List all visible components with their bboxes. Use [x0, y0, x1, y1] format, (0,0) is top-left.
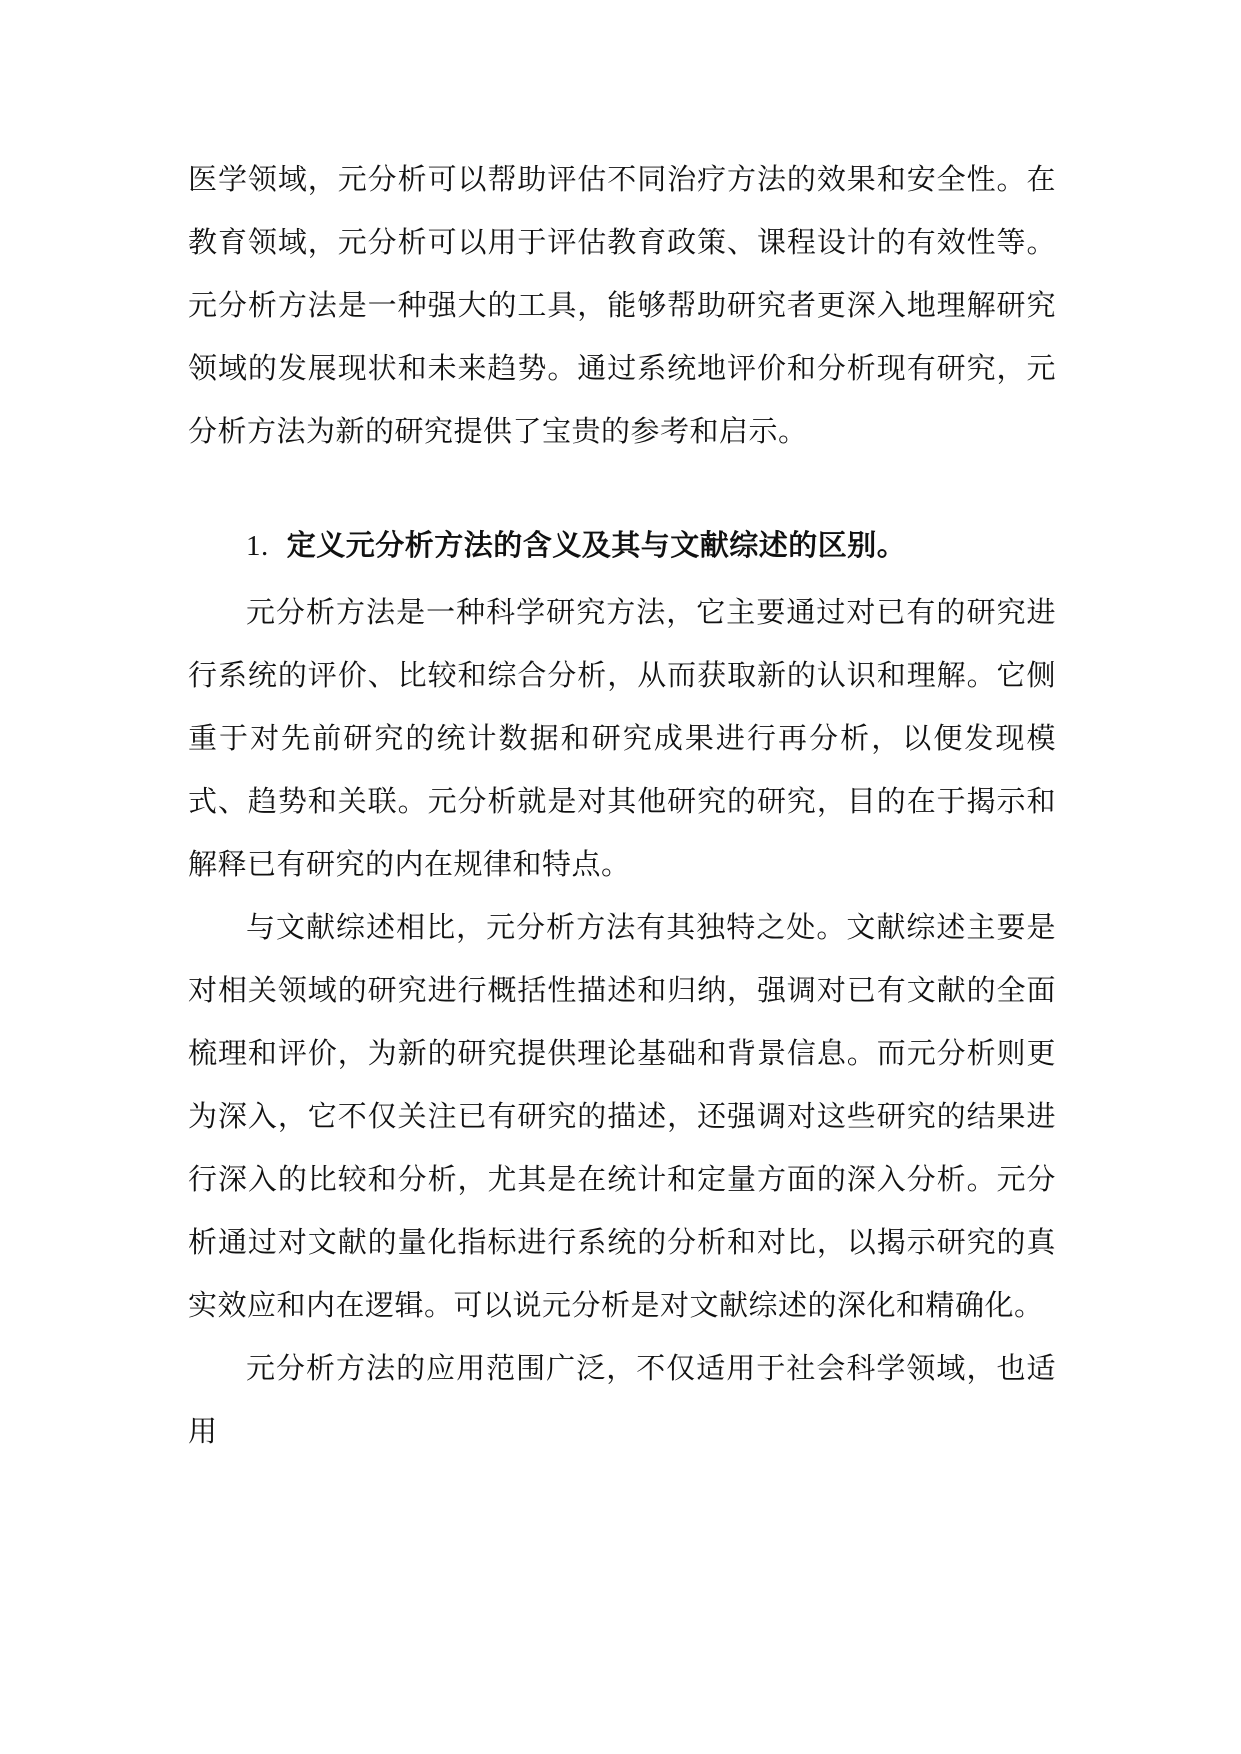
section-number: 1. — [246, 530, 269, 562]
section-heading — [246, 514, 1056, 578]
paragraph-definition: 元分析方法是一种科学研究方法，它主要通过对已有的研究进行系统的评价、比较和综合分析，从而获取新的认识和理解。它侧重于对先前研究的统计数据和研究成果进行再分析，以便发现模式、趋势和关联。元分析就是对其他研究的研究，目的在于揭示和解释已有研究的内在规律和特点。 — [188, 595, 1056, 881]
paragraph-continuation: 医学领域，元分析可以帮助评估不同治疗方法的效果和安全性。在教育领域，元分析可以用于评估教育政策、课程设计的有效性等。元分析方法是一种强大的工具，能够帮助研究者更深入地理解研究领域的发展现状和未来趋势。通过系统地评价和分析现有研究，元分析方法为新的研究提供了宝贵的参考和启示。 — [188, 162, 1056, 448]
paragraph-application: 元分析方法的应用范围广泛，不仅适用于社会科学领域，也适用 — [188, 1351, 1056, 1448]
paragraph-comparison: 与文献综述相比，元分析方法有其独特之处。文献综述主要是对相关领域的研究进行概括性描述和归纳，强调对已有文献的全面梳理和评价，为新的研究提供理论基础和背景信息。而元分析则更为深入，它不仅关注已有研究的描述，还强调对这些研究的结果进行深入的比较和分析，尤其是在统计和定量方面的深入分析。元分析通过对文献的量化指标进行系统的分析和对比，以揭示研究的真实效应和内在逻辑。可以说元分析是对文献综述的深化和精确化。 — [188, 910, 1056, 1322]
document-page — [188, 148, 1056, 1463]
section-title: 定义元分析方法的含义及其与文献综述的区别。 — [286, 528, 907, 562]
